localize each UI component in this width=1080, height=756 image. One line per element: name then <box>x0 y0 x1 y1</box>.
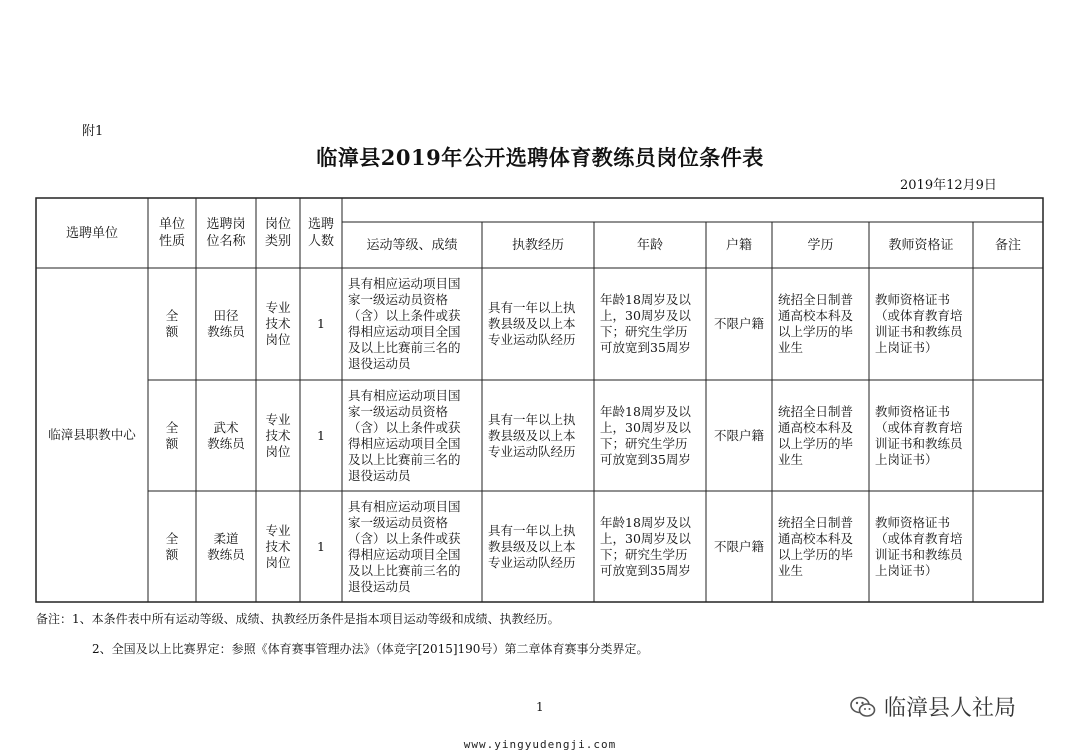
unit-name: 临漳县职教中心 <box>48 427 136 442</box>
row-count: 1 <box>317 427 325 443</box>
row-hukou: 不限户籍 <box>713 538 764 554</box>
header-teacher-cert: 教师资格证 <box>888 237 954 253</box>
header-education: 学历 <box>807 237 834 253</box>
header-category: 岗位 类别 <box>264 217 291 249</box>
header-coaching: 执教经历 <box>511 237 564 253</box>
header-age: 年龄 <box>636 237 663 253</box>
row-education: 统招全日制普 通高校本科及 以上学历的毕 业生 <box>778 403 854 467</box>
row-nature: 全 额 <box>165 530 179 562</box>
row-age: 年龄18周岁及以 上，30周岁及以 下；研究生学历 可放宽到35周岁 <box>600 514 691 578</box>
row-remarks <box>973 491 1043 602</box>
row-remarks <box>973 268 1043 380</box>
row-sport: 具有相应运动项目国 家一级运动员资格 （含）以上条件或获 得相应运动项目全国 及以上比赛前三名的 退役运动员 <box>348 387 461 483</box>
row-count: 1 <box>317 316 325 331</box>
document-title: 临漳县2019年公开选聘体育教练员岗位条件表 <box>316 145 764 170</box>
row-category: 专业 技术 岗位 <box>265 522 291 570</box>
row-education: 统招全日制普 通高校本科及 以上学历的毕 业生 <box>778 514 854 578</box>
row-sport: 具有相应运动项目国 家一级运动员资格 （含）以上条件或获 得相应运动项目全国 及以上比赛前三名的 退役运动员 <box>348 498 461 594</box>
watermark <box>848 691 1016 722</box>
row-category: 专业 技术 岗位 <box>265 411 291 459</box>
note-1: 备注：1、本条件表中所有运动等级、成绩、执教经历条件是指本项目运动等级和成绩、执教经历。 <box>36 612 560 626</box>
row-teacher-cert: 教师资格证书 （或体育教育培 训证书和教练员 上岗证书） <box>875 292 963 355</box>
row-position: 柔道 教练员 <box>207 530 245 562</box>
header-sport: 运动等级、成绩 <box>366 237 458 253</box>
row-hukou: 不限户籍 <box>713 427 764 443</box>
row-coaching: 具有一年以上执 教县级及以上本 专业运动队经历 <box>488 522 576 570</box>
row-education: 统招全日制普 通高校本科及 以上学历的毕 业生 <box>778 292 854 355</box>
header-hukou: 户籍 <box>725 237 752 253</box>
header-position: 选聘岗 位名称 <box>206 217 246 249</box>
site-footer: www.yingyudengji.com <box>463 738 617 751</box>
row-teacher-cert: 教师资格证书 （或体育教育培 训证书和教练员 上岗证书） <box>875 403 963 467</box>
row-age: 年龄18周岁及以 上，30周岁及以 下；研究生学历 可放宽到35周岁 <box>600 403 691 467</box>
row-position: 田径 教练员 <box>207 308 245 339</box>
document-date: 2019年12月9日 <box>900 178 997 193</box>
row-sport: 具有相应运动项目国 家一级运动员资格 （含）以上条件或获 得相应运动项目全国 及以上比赛前三名的 退役运动员 <box>348 276 461 371</box>
row-coaching: 具有一年以上执 教县级及以上本 专业运动队经历 <box>488 300 576 347</box>
attachment-label: 附1 <box>82 124 104 139</box>
row-nature: 全 额 <box>165 419 179 451</box>
row-nature: 全 额 <box>165 308 179 339</box>
wechat-icon <box>848 692 878 722</box>
watermark-text: 临漳县人社局 <box>884 696 1017 721</box>
row-count: 1 <box>317 538 325 554</box>
row-age: 年龄18周岁及以 上，30周岁及以 下；研究生学历 可放宽到35周岁 <box>600 292 691 355</box>
note-2: 2、全国及以上比赛界定：参照《体育赛事管理办法》（体竞字[2015]190号）第二章体育赛事分类界定。 <box>92 642 649 656</box>
header-unit: 选聘单位 <box>65 225 118 241</box>
row-position: 武术 教练员 <box>207 419 245 451</box>
row-hukou: 不限户籍 <box>713 316 764 331</box>
header-remarks: 备注 <box>994 237 1021 253</box>
page-number: 1 <box>536 700 544 714</box>
row-remarks <box>973 380 1043 491</box>
row-coaching: 具有一年以上执 教县级及以上本 专业运动队经历 <box>488 411 576 459</box>
row-category: 专业 技术 岗位 <box>265 300 291 347</box>
header-nature: 单位 性质 <box>158 217 185 249</box>
header-count: 选聘 人数 <box>307 217 334 249</box>
row-teacher-cert: 教师资格证书 （或体育教育培 训证书和教练员 上岗证书） <box>875 514 963 578</box>
